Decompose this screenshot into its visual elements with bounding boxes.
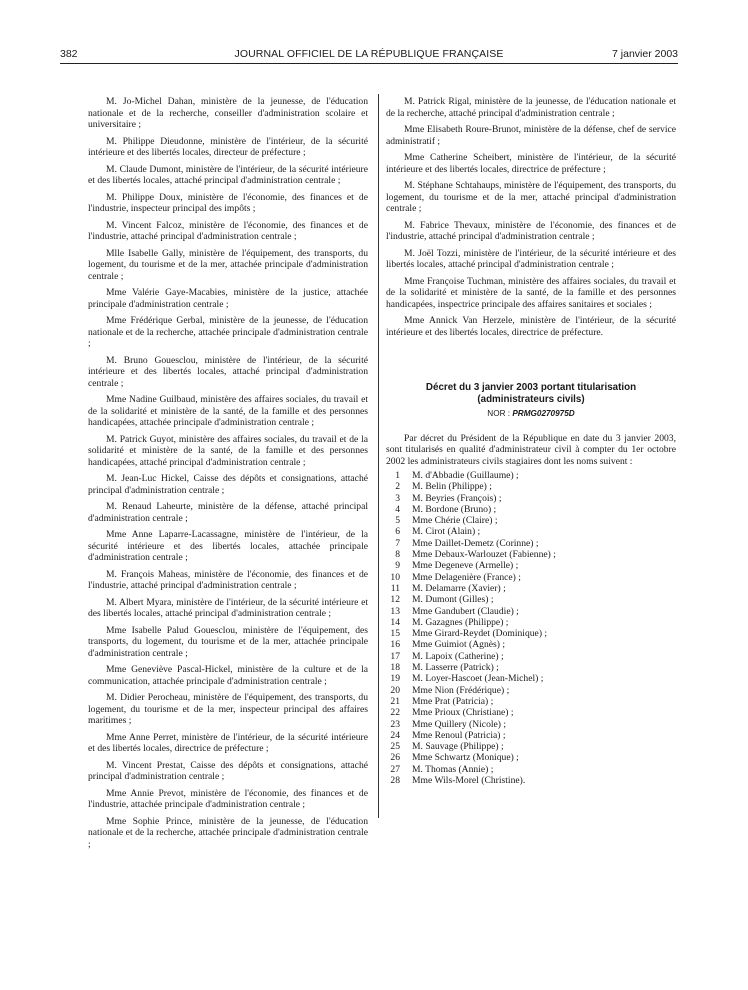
list-item-name: M. Cirot (Alain) ; — [412, 526, 481, 538]
list-item-number: 7 — [395, 537, 400, 549]
list-item-name: M. Dumont (Gilles) ; — [412, 594, 494, 606]
list-item-number: 1 — [395, 470, 400, 481]
list-item-name: Mme Daillet-Demetz (Corinne) ; — [412, 537, 539, 549]
list-item-name: Mme Prioux (Christiane) ; — [412, 707, 514, 719]
list-item-number: 2 — [395, 481, 400, 493]
appointment-entry: M. Fabrice Thevaux, ministère de l'économie, des finances et de l'industrie, attaché principal d'administration centrale ; — [386, 219, 676, 242]
appointment-entry: M. Philippe Doux, ministère de l'économie, des finances et de l'industrie, inspecteur principal des impôts ; — [88, 191, 368, 214]
list-item-number: 26 — [390, 752, 400, 764]
page-header — [60, 48, 678, 64]
list-item — [386, 775, 676, 786]
appointment-entry: M. Patrick Guyot, ministère des affaires sociales, du travail et de la solidarité et ministère de la santé, de la famille et des personnes handicapées, attaché principal d'administration centrale ; — [88, 433, 368, 468]
list-item — [386, 606, 676, 617]
list-item — [386, 752, 676, 763]
titularized-names-list — [386, 470, 676, 786]
list-item-name: M. Loyer-Hascoet (Jean-Michel) ; — [412, 673, 544, 685]
appointment-entry: M. François Maheas, ministère de l'économie, des finances et de l'industrie, attaché principal d'administration centrale ; — [88, 568, 368, 591]
list-item-name: M. Lasserre (Patrick) ; — [412, 662, 499, 674]
list-item — [386, 764, 676, 775]
list-item-number: 3 — [395, 492, 400, 504]
decree-title-line1: Décret du 3 janvier 2003 portant titularisation — [425, 382, 637, 393]
list-item-name: M. Delamarre (Xavier) ; — [412, 582, 506, 594]
appointment-entry: Mlle Isabelle Gally, ministère de l'équipement, des transports, du logement, du tourisme et de la mer, attachée principale d'administration centrale ; — [88, 247, 368, 282]
right-column-entries — [386, 96, 676, 338]
list-item-number: 23 — [390, 718, 400, 730]
list-item-number: 28 — [390, 775, 400, 787]
list-item-number: 25 — [390, 741, 400, 753]
appointment-entry: Mme Elisabeth Roure-Brunot, ministère de la défense, chef de service administratif ; — [386, 124, 676, 147]
list-item-number: 5 — [395, 515, 400, 527]
column-divider — [378, 94, 379, 818]
appointment-entry: M. Jo-Michel Dahan, ministère de la jeunesse, de l'éducation nationale et de la recherche, conseiller d'administration scolaire et universitaire ; — [88, 96, 368, 130]
appointment-entry: M. Didier Perocheau, ministère de l'équipement, des transports, du logement, du tourisme et de la mer, inspecteur principal des affaires maritimes ; — [88, 692, 368, 726]
list-item — [386, 639, 676, 650]
appointment-entry: Mme Sophie Prince, ministère de la jeunesse, de l'éducation nationale et de la recherche, attachée principale d'administration centrale ; — [88, 815, 368, 850]
appointment-entry: M. Patrick Rigal, ministère de la jeunesse, de l'éducation nationale et de la recherche, attaché principal d'administration centrale ; — [386, 96, 676, 119]
list-item — [386, 549, 676, 560]
list-item — [386, 583, 676, 594]
list-item — [386, 470, 676, 481]
list-item-name: Mme Quillery (Nicole) ; — [412, 718, 507, 730]
header-rule — [60, 63, 678, 64]
appointment-entry: Mme Frédérique Gerbal, ministère de la jeunesse, de l'éducation nationale et de la recherche, attachée principale d'administration centrale ; — [88, 315, 368, 349]
list-item-number: 22 — [390, 707, 400, 719]
list-item — [386, 628, 676, 639]
list-item-number: 20 — [390, 684, 400, 696]
list-item-number: 27 — [390, 763, 400, 775]
list-item-number: 15 — [390, 628, 400, 640]
list-item-number: 16 — [390, 639, 400, 651]
list-item-name: M. Sauvage (Philippe) ; — [412, 741, 504, 753]
list-item-number: 11 — [390, 582, 400, 594]
appointment-entry: Mme Anne Perret, ministère de l'intérieur, de la sécurité intérieure et des libertés locales, directrice de préfecture ; — [88, 731, 368, 754]
appointment-entry: Mme Annie Prevot, ministère de l'économie, des finances et de l'industrie, attachée principale d'administration centrale ; — [88, 787, 368, 810]
list-item — [386, 594, 676, 605]
nor-label: NOR : — [487, 409, 511, 418]
list-item-number: 18 — [390, 662, 400, 674]
journal-title: JOURNAL OFFICIEL DE LA RÉPUBLIQUE FRANÇAISE — [234, 48, 504, 60]
appointment-entry: Mme Isabelle Palud Gouesclou, ministère de l'équipement, des transports, du logement, du tourisme et de la mer, attachée principale d'administration centrale ; — [88, 624, 368, 659]
appointment-entry: M. Bruno Gouesclou, ministère de l'intérieur, de la sécurité intérieure et des libertés locales, attaché principal d'administration centrale ; — [88, 354, 368, 389]
appointment-entry: M. Albert Myara, ministère de l'intérieur, de la sécurité intérieure et des libertés locales, attaché principal d'administration centrale ; — [88, 596, 368, 619]
list-item — [386, 651, 676, 662]
list-item-number: 8 — [395, 549, 400, 561]
appointment-entry: Mme Nadine Guilbaud, ministère des affaires sociales, du travail et de la solidarité et ministère de la santé, de la famille et des personnes handicapées, attachée principale d'administration centrale ; — [88, 394, 368, 428]
list-item — [386, 719, 676, 730]
list-item — [386, 572, 676, 583]
list-item-name: Mme Degeneve (Armelle) ; — [412, 560, 519, 572]
list-item-name: Mme Nion (Frédérique) ; — [412, 684, 510, 696]
appointment-entry: M. Philippe Dieudonne, ministère de l'intérieur, de la sécurité intérieure et des libertés locales, directeur de préfecture ; — [88, 135, 368, 158]
nor-reference — [386, 408, 676, 420]
decree-intro: Par décret du Président de la République en date du 3 janvier 2003, sont titularisés en qualité d'administrateur civil à compter du 1er octobre 2002 les administrateurs civils stagiaires dont les noms suivent : — [386, 432, 676, 467]
list-item-name: M. d'Abbadie (Guillaume) ; — [412, 470, 519, 481]
list-item — [386, 685, 676, 696]
list-item-name: Mme Girard-Reydet (Dominique) ; — [412, 628, 548, 640]
list-item — [386, 515, 676, 526]
left-column — [88, 96, 368, 855]
list-item-number: 9 — [395, 560, 400, 572]
list-item-number: 4 — [395, 503, 400, 515]
list-item-name: Mme Guimiot (Agnès) ; — [412, 639, 505, 651]
list-item-name: Mme Delagenière (France) ; — [412, 571, 521, 583]
list-item-number: 24 — [390, 729, 400, 741]
appointment-entry: Mme Catherine Scheibert, ministère de l'intérieur, de la sécurité intérieure et des libertés locales, directrice de préfecture ; — [386, 152, 676, 175]
issue-date: 7 janvier 2003 — [612, 48, 678, 60]
list-item-name: M. Gazagnes (Philippe) ; — [412, 616, 509, 628]
nor-code: PRMG0270975D — [512, 409, 575, 418]
page-number: 382 — [60, 48, 78, 60]
list-item-name: Mme Wils-Morel (Christine). — [412, 775, 526, 787]
list-item-name: M. Beyries (François) ; — [412, 492, 502, 504]
list-item-name: Mme Prat (Patricia) ; — [412, 695, 494, 707]
list-item-name: Mme Debaux-Warlouzet (Fabienne) ; — [412, 549, 556, 561]
list-item-number: 19 — [390, 673, 400, 685]
list-item-number: 21 — [390, 695, 400, 707]
list-item — [386, 481, 676, 492]
list-item-number: 13 — [390, 605, 400, 617]
list-item — [386, 730, 676, 741]
list-item-name: Mme Schwartz (Monique) ; — [412, 752, 519, 764]
list-item-name: Mme Chérie (Claire) ; — [412, 515, 498, 527]
list-item — [386, 696, 676, 707]
list-item-number: 6 — [395, 526, 400, 538]
appointment-entry: M. Joël Tozzi, ministère de l'intérieur, de la sécurité intérieure et des libertés locales, attaché principal d'administration centrale ; — [386, 247, 676, 270]
appointment-entry: Mme Annick Van Herzele, ministère de l'intérieur, de la sécurité intérieure et des libertés locales, directrice de préfecture. — [386, 315, 676, 338]
appointment-entry: M. Renaud Laheurte, ministère de la défense, attaché principal d'administration centrale ; — [88, 501, 368, 524]
appointment-entry: Mme Anne Laparre-Lacassagne, ministère de l'intérieur, de la sécurité intérieure et des libertés locales, attachée principale d'administration centrale ; — [88, 529, 368, 563]
list-item — [386, 707, 676, 718]
appointment-entry: M. Claude Dumont, ministère de l'intérieur, de la sécurité intérieure et des libertés locales, attaché principal d'administration centrale ; — [88, 163, 368, 186]
list-item-number: 17 — [390, 650, 400, 662]
list-item-name: M. Lapoix (Catherine) ; — [412, 650, 504, 662]
appointment-entry: Mme Valérie Gaye-Macabies, ministère de la justice, attachée principale d'administration centrale ; — [88, 287, 368, 310]
list-item — [386, 741, 676, 752]
list-item-number: 10 — [390, 571, 400, 583]
list-item — [386, 560, 676, 571]
list-item-name: M. Thomas (Annie) ; — [412, 763, 494, 775]
decree-title-line2: (administrateurs civils) — [477, 393, 585, 405]
list-item-number: 14 — [390, 616, 400, 628]
appointment-entry: M. Vincent Falcoz, ministère de l'économie, des finances et de l'industrie, attaché principal d'administration centrale ; — [88, 219, 368, 242]
appointment-entry: Mme Geneviève Pascal-Hickel, ministère de la culture et de la communication, attachée principale d'administration centrale ; — [88, 664, 368, 687]
list-item — [386, 538, 676, 549]
right-column — [386, 96, 676, 786]
list-item — [386, 504, 676, 515]
list-item-name: Mme Gandubert (Claudie) ; — [412, 605, 519, 617]
list-item-name: Mme Renoul (Patricia) ; — [412, 729, 506, 741]
list-item — [386, 526, 676, 537]
list-item — [386, 673, 676, 684]
list-item — [386, 493, 676, 504]
appointment-entry: M. Vincent Prestat, Caisse des dépôts et consignations, attaché principal d'administration centrale ; — [88, 759, 368, 782]
decree-title — [386, 382, 676, 405]
list-item-number: 12 — [390, 594, 400, 606]
list-item-name: M. Belin (Philippe) ; — [412, 481, 492, 493]
appointment-entry: Mme Françoise Tuchman, ministère des affaires sociales, du travail et de la solidarité et ministère de la santé, de la famille et des personnes handicapées, inspectrice principale des affaires sanitaires et sociales ; — [386, 275, 676, 310]
appointment-entry: M. Stéphane Schtahaups, ministère de l'équipement, des transports, du logement, du tourisme et de la mer, attaché principal d'administration centrale ; — [386, 180, 676, 214]
list-item-name: M. Bordone (Bruno) ; — [412, 503, 497, 515]
list-item — [386, 617, 676, 628]
list-item — [386, 662, 676, 673]
appointment-entry: M. Jean-Luc Hickel, Caisse des dépôts et consignations, attaché principal d'administration centrale ; — [88, 473, 368, 496]
